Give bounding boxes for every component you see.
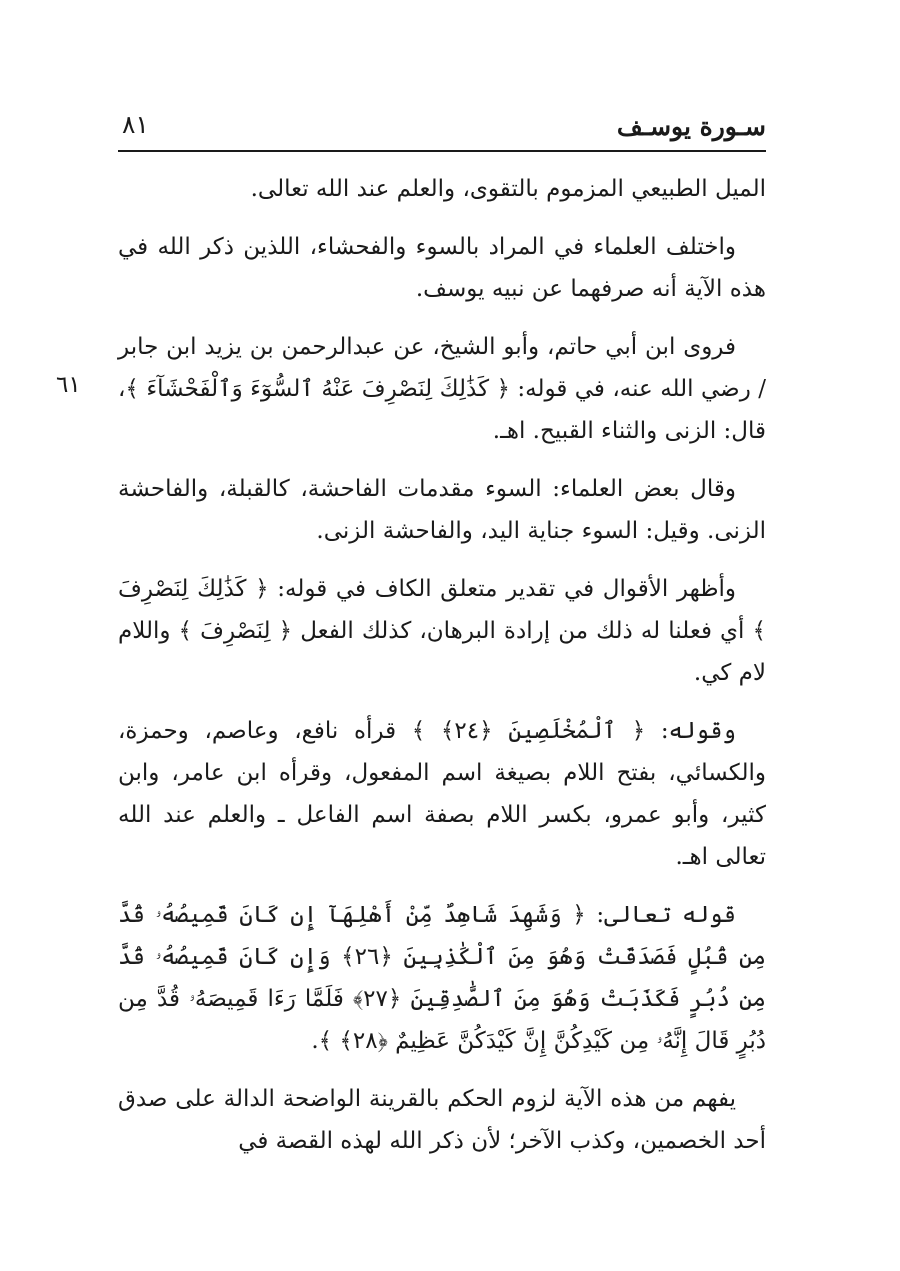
paragraph: يفهم من هذه الآية لزوم الحكم بالقرينة الواضحة الدالة على صدق أحد الخصمين، وكذب الآخر؛ لأن ذكر الله لهذه القصة في: [118, 1086, 766, 1154]
paragraph: واختلف العلماء في المراد بالسوء والفحشاء، اللذين ذكر الله في هذه الآية أنه صرفهما عن نبيه يوسف.: [118, 234, 766, 302]
margin-page-reference: ٦١: [56, 372, 81, 398]
paragraph: الميل الطبيعي المزموم بالتقوى، والعلم عند الله تعالى.: [250, 176, 766, 202]
paragraph: قوله تعالى: ﴿ وَشَهِدَ شَاهِدٌ مِّنْ أَهْلِهَآ إِن كَانَ قَمِيصُهُۥ قُدَّ مِن قُبُلٍ فَصَدَقَتْ وَهُوَ مِنَ ٱلْكَٰذِبِينَ ﴿٢٦﴾ وَإِن كَانَ قَمِيصُهُۥ قُدَّ مِن دُبُرٍ فَكَذَبَتْ وَهُوَ مِنَ ٱلصَّٰدِقِينَ ﴿٢٧﴾ فَلَمَّا رَءَا قَمِيصَهُۥ قُدَّ مِن دُبُرٍ قَالَ إِنَّهُۥ مِن كَيْدِكُنَّ إِنَّ كَيْدَكُنَّ عَظِيمٌ ﴿٢٨﴾ ﴾.: [118, 902, 767, 1054]
paragraph: فروى ابن أبي حاتم، وأبو الشيخ، عن عبدالرحمن بن يزيد ابن جابر / رضي الله عنه، في قوله: ﴿ كَذَٰلِكَ لِنَصْرِفَ عَنْهُ ٱلسُّوٓءَ وَٱلْفَحْشَآءَ ﴾، قال: الزنى والثناء القبيح. اهـ.: [118, 334, 766, 444]
page-body: [118, 168, 766, 1178]
page-number: ٨١: [122, 110, 149, 139]
paragraph: وأظهر الأقوال في تقدير متعلق الكاف في قوله: ﴿ كَذَٰلِكَ لِنَصْرِفَ ﴾ أي فعلنا له ذلك من إرادة البرهان، كذلك الفعل ﴿ لِنَصْرِفَ ﴾ واللام لام كي.: [118, 576, 766, 686]
paragraph: وقال بعض العلماء: السوء مقدمات الفاحشة، كالقبلة، والفاحشة الزنى. وقيل: السوء جناية اليد، والفاحشة الزنى.: [118, 476, 766, 544]
page-header: [118, 108, 766, 152]
paragraph: وقوله: ﴿ ٱلْمُخْلَصِينَ ﴿٢٤﴾ ﴾ قرأه نافع، وعاصم، وحمزة، والكسائي، بفتح اللام بصيغة اسم المفعول، وقرأه ابن عامر، وابن كثير، وأبو عمرو، بكسر اللام بصفة اسم الفاعل ـ والعلم عند الله تعالى اهـ.: [118, 718, 766, 870]
surah-title: سـورة يوسـف: [616, 112, 766, 141]
